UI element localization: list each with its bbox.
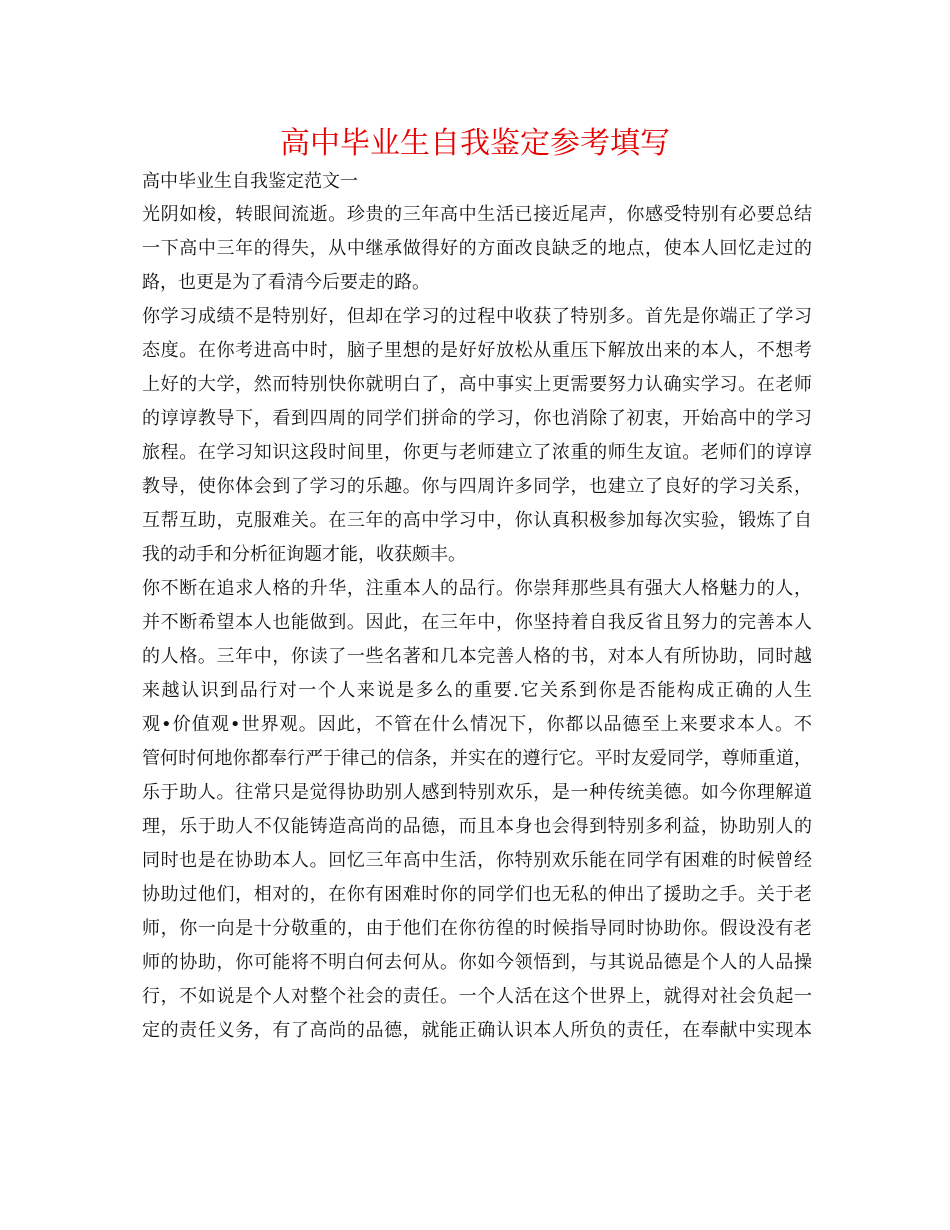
- section-subtitle: 高中毕业生自我鉴定范文一: [142, 171, 358, 192]
- text-line: 师，你一向是十分敬重的，由于他们在你彷徨的时候指导同时协助你。假设没有老: [142, 918, 812, 939]
- text-line: 的人格。三年中，你读了一些名著和几本完善人格的书，对本人有所协助，同时越: [142, 646, 812, 667]
- text-line: 的谆谆教导下，看到四周的同学们拼命的学习，你也消除了初衷，开始高中的学习: [142, 408, 812, 429]
- text-line: 上好的大学，然而特别快你就明白了，高中事实上更需要努力认确实学习。在老师: [142, 374, 812, 395]
- text-line: 路，也更是为了看清今后要走的路。: [142, 272, 430, 293]
- text-line: 同时也是在协助本人。回忆三年高中生活，你特别欢乐能在同学有困难的时候曾经: [142, 850, 812, 871]
- text-line: 乐于助人。往常只是觉得协助别人感到特别欢乐，是一种传统美德。如今你理解道: [142, 782, 812, 803]
- text-line: 你不断在追求人格的升华，注重本人的品行。你崇拜那些具有强大人格魅力的人，: [142, 578, 812, 599]
- text-line: 光阴如梭，转眼间流逝。珍贵的三年高中生活已接近尾声，你感受特别有必要总结: [142, 204, 812, 225]
- document-body: [142, 166, 812, 1048]
- text-line: 教导，使你体会到了学习的乐趣。你与四周许多同学，也建立了良好的学习关系，: [142, 476, 812, 497]
- text-line: 定的责任义务，有了高尚的品德，就能正确认识本人所负的责任，在奉献中实现本: [142, 1020, 812, 1041]
- text-line: 理，乐于助人不仅能铸造高尚的品德，而且本身也会得到特别多利益，协助别人的: [142, 816, 812, 837]
- text-line: 观•价值观•世界观。因此，不管在什么情况下，你都以品德至上来要求本人。不: [142, 714, 812, 735]
- text-line: 我的动手和分析征询题才能，收获颇丰。: [142, 544, 466, 565]
- document-title: 高中毕业生自我鉴定参考填写: [280, 126, 670, 161]
- text-line: 管何时何地你都奉行严于律己的信条，并实在的遵行它。平时友爱同学，尊师重道，: [142, 748, 812, 769]
- text-line: 行，不如说是个人对整个社会的责任。一个人活在这个世界上，就得对社会负起一: [142, 986, 812, 1007]
- text-line: 态度。在你考进高中时，脑子里想的是好好放松从重压下解放出来的本人，不想考: [142, 340, 812, 361]
- paragraph-character: [142, 572, 812, 1048]
- text-line: 协助过他们，相对的，在你有困难时你的同学们也无私的伸出了援助之手。关于老: [142, 884, 812, 905]
- paragraph-study: [142, 300, 812, 572]
- text-line: 来越认识到品行对一个人来说是多么的重要.它关系到你是否能构成正确的人生: [142, 680, 812, 701]
- text-line: 互帮互助，克服难关。在三年的高中学习中，你认真积极参加每次实验，锻炼了自: [142, 510, 812, 531]
- text-line: 并不断希望本人也能做到。因此，在三年中，你坚持着自我反省且努力的完善本人: [142, 612, 812, 633]
- text-line: 一下高中三年的得失，从中继承做得好的方面改良缺乏的地点，使本人回忆走过的: [142, 238, 812, 259]
- text-line: 师的协助，你可能将不明白何去何从。你如今领悟到，与其说品德是个人的人品操: [142, 952, 812, 973]
- paragraph-intro: [142, 198, 812, 300]
- text-line: 旅程。在学习知识这段时间里，你更与老师建立了浓重的师生友谊。老师们的谆谆: [142, 442, 812, 463]
- text-line: 你学习成绩不是特别好，但却在学习的过程中收获了特别多。首先是你端正了学习: [142, 306, 812, 327]
